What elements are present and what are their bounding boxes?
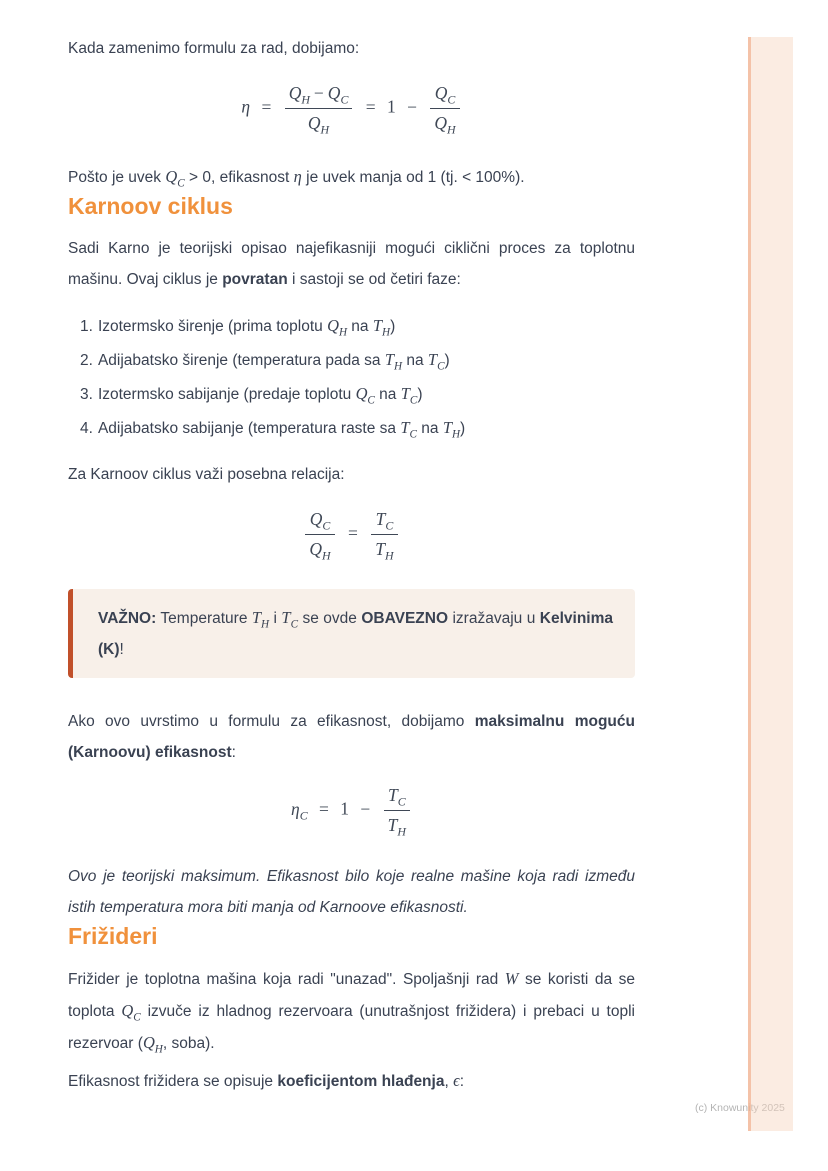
math-symbol: $T_H$ bbox=[442, 418, 461, 441]
warning-text bbox=[98, 602, 613, 665]
list-item-phase-2: 2. Adijabatsko širenje (temperatura pada sa $T_H$ na $T_C$) bbox=[80, 350, 450, 373]
minus-sign: − bbox=[407, 96, 417, 117]
math-symbol: $Q_H$ bbox=[327, 316, 347, 339]
list-item-phase-1: 1. Izotermsko širenje (prima toplotu $Q_H$ na $T_H$) bbox=[80, 316, 396, 339]
bold-text: OBAVEZNO bbox=[361, 610, 449, 627]
text-run: Efikasnost frižidera se opisuje bbox=[68, 1073, 278, 1090]
math-symbol: W bbox=[504, 969, 519, 988]
text-run: na bbox=[416, 420, 443, 437]
equals-sign: = bbox=[348, 522, 358, 543]
math-eta: η bbox=[241, 96, 251, 117]
bold-text: povratan bbox=[222, 271, 288, 288]
text-run: je uvek manja od 1 (tj. < 100%). bbox=[301, 169, 525, 186]
text-run: Izotermsko širenje (prima toplotu bbox=[97, 318, 328, 335]
text-run: Ako ovo uvrstimo u formulu za efikasnost, dobijamo bbox=[68, 713, 475, 730]
text-run: ) bbox=[417, 386, 423, 403]
text-run: Izotermsko sabijanje (predaje toplotu bbox=[97, 386, 356, 403]
equals-sign: = bbox=[319, 798, 329, 819]
list-item-phase-4: 4. Adijabatsko sabijanje (temperatura raste sa $T_C$ na $T_H$) bbox=[80, 418, 466, 441]
warning-callout bbox=[68, 589, 635, 678]
paragraph-relation-intro: Za Karnoov ciklus važi posebna relacija: bbox=[68, 466, 345, 483]
phase-list bbox=[68, 315, 635, 439]
text-run: Adijabatsko širenje (temperatura pada sa bbox=[97, 352, 385, 369]
bold-text: Kelvinima (K) bbox=[98, 610, 613, 658]
math-one: 1 bbox=[387, 96, 396, 117]
text-run: , soba). bbox=[162, 1035, 215, 1052]
formula-efficiency bbox=[68, 82, 635, 135]
text-run: ) bbox=[390, 318, 396, 335]
math-symbol: $T_H$ bbox=[384, 350, 403, 373]
math-symbol: η bbox=[293, 167, 302, 186]
list-item-phase-3: 3. Izotermsko sabijanje (predaje toplotu $Q_C$ na $T_C$) bbox=[80, 384, 423, 407]
math-symbol: $T_C$ bbox=[400, 384, 418, 407]
equals-sign: = bbox=[261, 96, 272, 117]
text-run: izvuče iz hladnog rezervoara (unutrašnjost frižidera) i prebaci u topli rezervoar ( bbox=[68, 1003, 635, 1052]
bold-text: maksimalnu moguću (Karnoovu) efikasnost bbox=[68, 713, 635, 761]
text-run: : bbox=[459, 1073, 465, 1090]
paragraph-max-efficiency bbox=[68, 706, 635, 768]
bold-text: VAŽNO: bbox=[98, 610, 157, 627]
text-run: , bbox=[444, 1073, 454, 1090]
section-title-frizideri: Frižideri bbox=[68, 923, 158, 949]
math-symbol: $Q_C$ bbox=[121, 1001, 141, 1024]
text-run: Adijabatsko sabijanje (temperatura raste sa bbox=[97, 420, 401, 437]
text-run: i sastoji se od četiri faze: bbox=[287, 271, 461, 288]
fraction-tc-over-th: $\frac{T_C}{T_H}$ bbox=[371, 508, 397, 561]
bold-text: koeficijentom hlađenja bbox=[277, 1073, 445, 1090]
math-symbol: $Q_H$ bbox=[142, 1033, 163, 1056]
math-symbol: $T_H$ bbox=[372, 316, 391, 339]
math-symbol: $Q_C$ bbox=[165, 167, 185, 190]
text-run: se ovde bbox=[298, 610, 362, 627]
text-run: ) bbox=[460, 420, 466, 437]
document-content bbox=[68, 0, 635, 1097]
formula-carnot-relation bbox=[68, 508, 635, 561]
text-run: na bbox=[374, 386, 401, 403]
fraction-qc-over-qh: $\frac{Q_C}{Q_H}$ bbox=[305, 508, 334, 561]
math-symbol: ϵ bbox=[453, 1071, 460, 1090]
formula-carnot-efficiency bbox=[68, 784, 635, 837]
math-eta-c: $\eta_C$ bbox=[291, 798, 308, 823]
text-run: Sadi Karno je teorijski opisao najefikasniji mogući ciklični proces za toplotnu mašinu. Ovaj ciklus je bbox=[68, 240, 635, 288]
paragraph-theoretical-max-note: Ovo je teorijski maksimum. Efikasnost bilo koje realne mašine koja radi između istih temperatura mora biti manja od Karnoove efikasnosti. bbox=[68, 868, 635, 916]
text-run: ) bbox=[444, 352, 450, 369]
math-symbol: $T_C$ bbox=[281, 608, 299, 631]
math-symbol: $T_C$ bbox=[427, 350, 445, 373]
fraction-tc-over-th: $\frac{T_C}{T_H}$ bbox=[384, 784, 410, 837]
decorative-stripe bbox=[748, 37, 793, 1131]
section-title-karnoov-ciklus: Karnoov ciklus bbox=[68, 193, 233, 219]
fraction-qh-minus-qc-over-qh: $\frac{Q_H - Q_C}{Q_H}$ bbox=[285, 82, 353, 135]
minus-sign: − bbox=[360, 798, 371, 819]
text-run: na bbox=[402, 352, 428, 369]
text-run: ! bbox=[119, 641, 124, 658]
paragraph-fridge-intro bbox=[68, 963, 635, 1059]
math-symbol: $T_H$ bbox=[251, 608, 270, 631]
math-symbol: $T_C$ bbox=[400, 418, 417, 441]
equals-sign: = bbox=[365, 96, 376, 117]
text-run: : bbox=[231, 744, 236, 761]
text-run: Temperature bbox=[156, 610, 252, 627]
text-run: Frižider je toplotna mašina koja radi "unazad". Spoljašnji rad bbox=[68, 971, 505, 988]
text-run: Pošto je uvek bbox=[68, 169, 166, 186]
paragraph-intro: Kada zamenimo formulu za rad, dobijamo: bbox=[68, 40, 360, 57]
text-run: na bbox=[347, 318, 373, 335]
text-run: se koristi da se toplota bbox=[68, 971, 636, 1020]
text-run: i bbox=[269, 610, 282, 627]
copyright-notice: (c) Knowunity 2025 bbox=[695, 1102, 785, 1114]
text-run: > 0, efikasnost bbox=[184, 169, 294, 186]
math-symbol: $Q_C$ bbox=[355, 384, 375, 407]
paragraph-karno-intro bbox=[68, 233, 635, 295]
paragraph-cooling-coefficient bbox=[68, 1065, 635, 1097]
math-one: 1 bbox=[340, 798, 350, 819]
fraction-qc-over-qh: $\frac{Q_C}{Q_H}$ bbox=[430, 82, 459, 135]
paragraph-efficiency-note bbox=[68, 161, 635, 193]
text-run: izražavaju u bbox=[448, 610, 540, 627]
